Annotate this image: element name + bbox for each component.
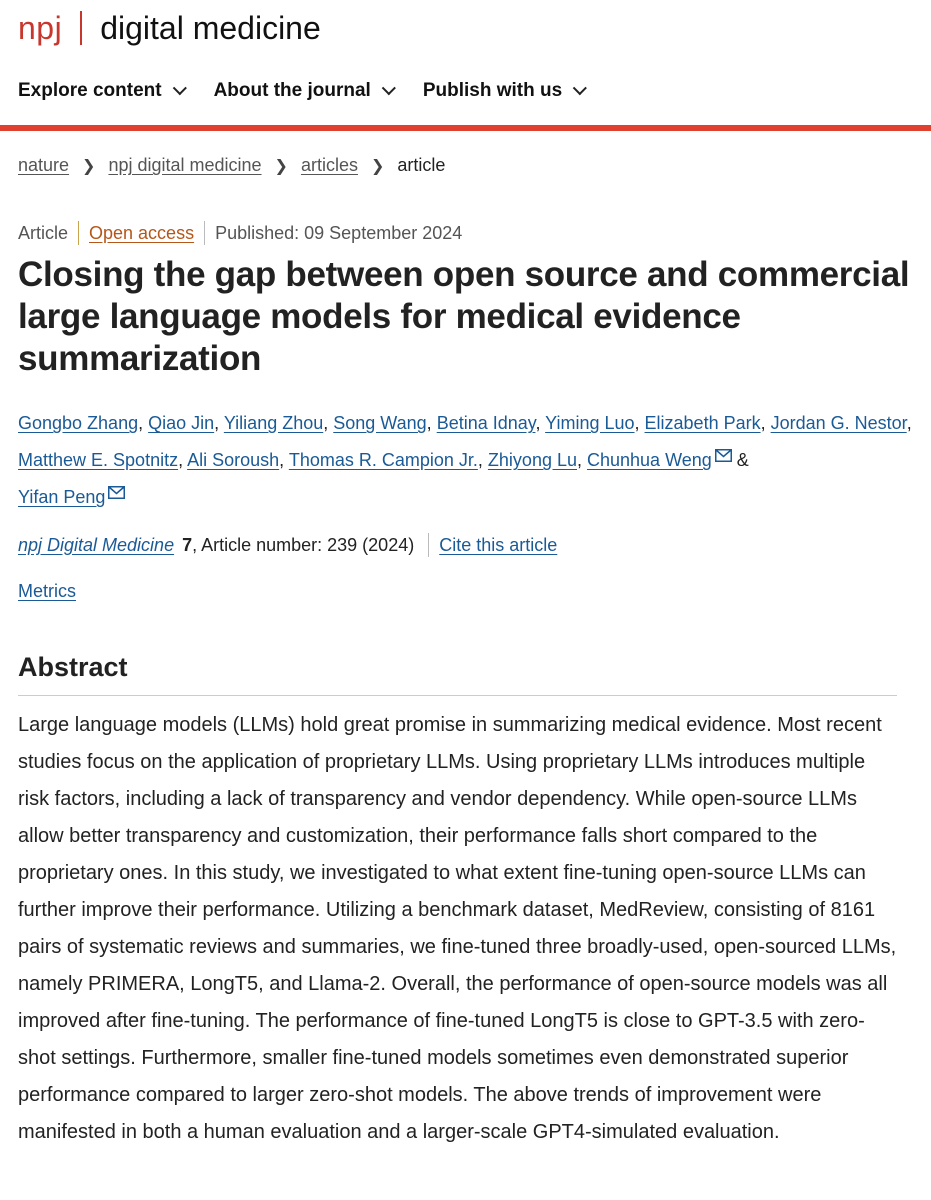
author-link[interactable]: Zhiyong Lu (487, 450, 577, 470)
journal-link[interactable]: npj Digital Medicine (18, 534, 175, 555)
breadcrumb-articles[interactable]: articles (300, 155, 358, 175)
volume-number: 7 (182, 534, 193, 555)
email-icon[interactable] (715, 449, 732, 462)
nav-item-label: Explore content (18, 80, 162, 101)
breadcrumb (18, 155, 445, 176)
author-link[interactable]: Gongbo Zhang (18, 413, 139, 433)
author-link[interactable]: Elizabeth Park (644, 413, 761, 433)
author-link[interactable]: Ali Soroush (187, 450, 280, 470)
cite-article-link[interactable]: Cite this article (439, 534, 558, 555)
chevron-right-icon: ❯ (82, 157, 96, 175)
chevron-right-icon: ❯ (274, 157, 288, 175)
nav-publish-with-us[interactable] (423, 80, 582, 102)
published-date: Published: 09 September 2024 (215, 222, 463, 243)
nav-item-label: Publish with us (422, 80, 563, 101)
author-link[interactable]: Jordan G. Nestor (770, 413, 907, 433)
breadcrumb-current: article (397, 155, 446, 175)
author-link[interactable]: Yifan Peng (18, 487, 106, 507)
author-link[interactable]: Matthew E. Spotnitz (18, 450, 179, 470)
chevron-down-icon (172, 81, 186, 95)
abstract-divider (18, 695, 897, 696)
article-title: Closing the gap between open source and commercial large language models for medical evidence summarization (18, 255, 910, 378)
site-logo[interactable] (18, 8, 321, 48)
abstract-text: Large language models (LLMs) hold great promise in summarizing medical evidence. Most recent studies focus on the application of proprietary LLMs. Using proprietary LLMs introduces multiple risk factors, including a lack of transparency and vendor dependency. While open-source LLMs allow better transparency and customization, their performance falls short compared to the proprietary ones. In this study, we investigated to what extent fine-tuning open-source LLMs can further improve their performance. Utilizing a benchmark dataset, MedReview, consisting of 8161 pairs of systematic reviews and summaries, we fine-tuned three broadly-used, open-sourced LLMs, namely PRIMERA, LongT5, and Llama-2. Overall, the performance of open-source models was all improved after fine-tuning. The performance of fine-tuned LongT5 is close to GPT-3.5 with zero-shot settings. Furthermore, smaller fine-tuned models sometimes even demonstrated superior performance compared to larger zero-shot models. The above trends of improvement were manifested in both a human evaluation and a larger-scale GPT4-simulated evaluation. (18, 714, 897, 1143)
meta-divider (204, 221, 205, 245)
citation-divider (428, 533, 429, 557)
article-type: Article (18, 222, 69, 243)
article-meta (18, 221, 462, 245)
email-icon[interactable] (108, 486, 125, 499)
breadcrumb-nature[interactable]: nature (18, 155, 70, 175)
chevron-down-icon (382, 81, 396, 95)
author-link[interactable]: Betina Idnay (436, 413, 536, 433)
nav-item-label: About the journal (213, 80, 371, 101)
main-nav (18, 80, 614, 102)
npj-logo[interactable]: npj (18, 9, 63, 46)
citation-line (18, 533, 557, 557)
nav-explore-content[interactable] (18, 80, 182, 102)
author-link[interactable]: Chunhua Weng (587, 450, 712, 470)
open-access-link[interactable]: Open access (89, 222, 195, 243)
logo-divider (80, 11, 82, 45)
chevron-down-icon (573, 81, 587, 95)
metrics-link[interactable]: Metrics (18, 581, 76, 601)
journal-name[interactable]: digital medicine (100, 9, 321, 46)
breadcrumb-journal[interactable]: npj digital medicine (108, 155, 262, 175)
author-link[interactable]: Qiao Jin (148, 413, 215, 433)
article-number: , Article number: 239 (2024) (192, 534, 415, 555)
nav-about-journal[interactable] (214, 80, 391, 102)
author-link[interactable]: Yiming Luo (545, 413, 635, 433)
chevron-right-icon: ❯ (370, 157, 385, 175)
author-link[interactable]: Song Wang (333, 413, 427, 433)
author-link[interactable]: Yiliang Zhou (223, 413, 324, 433)
author-and: & (736, 450, 749, 470)
author-list: Gongbo Zhang, Qiao Jin, Yiliang Zhou, Song Wang, Betina Idnay, Yiming Luo, Elizabeth Park, Jordan G. Nestor, Matthew E. Spotnitz, Ali Soroush, Thomas R. Campion Jr., Zhiyong Lu, Chunhua Weng & Yifan Peng (18, 413, 912, 507)
abstract-heading: Abstract (18, 652, 128, 682)
meta-divider (78, 221, 79, 245)
header-accent-bar (0, 125, 931, 131)
author-link[interactable]: Thomas R. Campion Jr. (288, 450, 478, 470)
